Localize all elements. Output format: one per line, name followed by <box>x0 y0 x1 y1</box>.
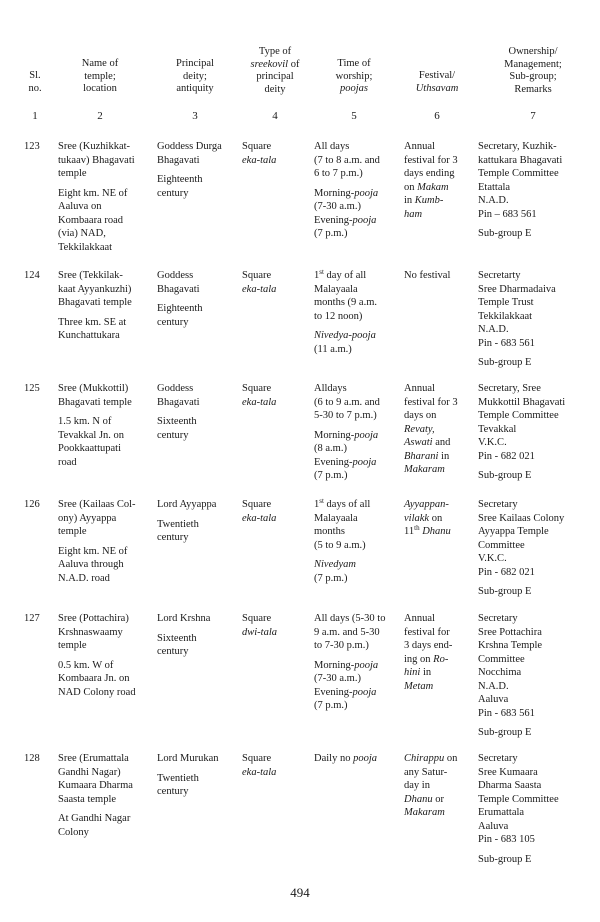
text-line: Pin - 683 561 <box>478 337 535 349</box>
text-line: (5 to 9 a.m.) <box>314 539 366 551</box>
text-line: 3 days end- <box>404 640 453 651</box>
text-line: to 12 noon) <box>314 310 363 322</box>
text-line: Secretary, Sree <box>478 383 541 394</box>
text-line: Sree Dharmadaiva <box>478 283 556 295</box>
text-line: century <box>157 316 189 328</box>
sub-group: Sub-group E <box>478 853 532 865</box>
text-line: Tevakkal Jn. on <box>58 429 125 441</box>
text-italic: Ayyappan- <box>404 499 449 510</box>
header-name-of-temple <box>60 58 140 96</box>
text-line: Evening- <box>314 686 353 698</box>
sreekovil-type <box>242 140 312 167</box>
text-line: Goddess <box>157 270 194 281</box>
time-of-worship <box>314 612 402 713</box>
text-line: Aaluva <box>478 820 509 832</box>
text-line: ony) Ayyappa <box>58 512 117 524</box>
text-line: At Gandhi Nagar <box>58 813 131 824</box>
ownership <box>478 382 596 489</box>
header-text: Sl. <box>29 70 41 81</box>
text-italic: Bharani <box>404 450 439 462</box>
text-line: Tekkilakkaat <box>58 241 113 253</box>
column-number: 7 <box>530 110 536 122</box>
text-line: (via) NAD, <box>58 228 106 239</box>
text-line: Aaluva <box>478 694 509 705</box>
text-line: Morning- <box>314 659 355 671</box>
text-line: century <box>157 786 189 797</box>
text-line: Secretary, Kuzhik- <box>478 141 557 152</box>
text-line: festival for 3 <box>404 154 458 166</box>
text-line: (7 p.m.) <box>314 700 348 711</box>
text-line: Sixteenth <box>157 632 197 644</box>
principal-deity <box>157 752 239 805</box>
text-italic: Makam <box>417 181 449 193</box>
ownership <box>478 612 596 746</box>
festival <box>404 140 476 221</box>
text-line: days of all <box>323 499 371 510</box>
text-line: (6 to 9 a.m. and <box>314 396 380 408</box>
text-italic: pooja <box>352 214 377 226</box>
text-line: Sree Pottachira <box>478 626 542 638</box>
text-line: on <box>444 753 458 764</box>
text-line: months (9 a.m. <box>314 297 377 308</box>
text-italic: Makaram <box>404 464 445 475</box>
page-number: 494 <box>290 885 310 900</box>
header-text: Uthsavam <box>415 82 459 94</box>
text-italic: pooja <box>353 753 377 764</box>
text-line: (7 to 8 a.m. and <box>314 154 380 166</box>
header-text: poojas <box>339 83 368 94</box>
text-line: temple <box>58 168 87 179</box>
text-line: V.K.C. <box>478 553 507 564</box>
superscript: st <box>319 268 324 276</box>
text-line: Pin - 682 021 <box>478 566 535 578</box>
principal-deity <box>157 612 239 665</box>
sub-group: Sub-group E <box>478 228 532 239</box>
festival <box>404 382 476 477</box>
text-line: Malayaala <box>314 283 358 295</box>
text-line: Committee <box>478 653 525 665</box>
text-line: Eighteenth <box>157 303 203 314</box>
text-line: ing on <box>404 653 434 665</box>
header-text: Type of <box>258 46 292 57</box>
text-italic: Chirappu <box>404 753 445 764</box>
text-line: Bhagavati <box>157 283 200 295</box>
row-number: 126 <box>24 499 40 510</box>
header-text: Festival/ <box>418 70 456 81</box>
row-number: 127 <box>24 613 40 624</box>
text-line: N.A.D. <box>478 680 509 692</box>
text-line: 9 a.m. and 5-30 <box>314 626 380 638</box>
text-line: 6 to 7 p.m.) <box>314 168 363 179</box>
text-line: eka-tala <box>242 283 277 295</box>
text-line: No festival <box>404 270 451 281</box>
text-line: Pookkaattupati <box>58 443 121 454</box>
text-line: 1 <box>314 270 320 281</box>
text-line: 5-30 to 7 p.m.) <box>314 410 377 421</box>
header-text: worship; <box>335 70 373 82</box>
text-line: Kumaara Dharma <box>58 780 133 791</box>
sreekovil-type <box>242 269 312 296</box>
text-line: All days <box>314 141 350 152</box>
text-line: N.A.D. road <box>58 572 110 584</box>
text-line: Kunchattukara <box>58 330 120 341</box>
text-italic: Revaty, <box>404 423 435 435</box>
text-line: Sree (Mukkottil) <box>58 383 129 394</box>
ownership <box>478 140 596 247</box>
text-line: Goddess <box>157 383 194 394</box>
text-line: Pin – 683 561 <box>478 208 537 220</box>
text-line: Pin - 683 561 <box>478 707 535 719</box>
text-line: kattukara Bhagavati <box>478 154 563 166</box>
text-line: to 7-30 p.m.) <box>314 640 369 651</box>
temple-name-location <box>58 382 154 475</box>
text-line: Gandhi Nagar) <box>58 766 121 778</box>
text-line: Lord Krshna <box>157 613 211 624</box>
text-line: temple <box>58 526 87 537</box>
text-line: any Satur- <box>404 766 448 778</box>
text-line: century <box>157 187 189 199</box>
text-line: Twentieth <box>157 772 199 784</box>
temple-name-location <box>58 612 154 705</box>
text-italic: vilakk <box>404 512 430 524</box>
column-number: 6 <box>434 110 440 122</box>
text-line: eka-tala <box>242 154 277 166</box>
text-line: Sree Kailaas Colony <box>478 512 565 524</box>
festival <box>404 612 476 693</box>
time-of-worship <box>314 752 402 766</box>
text-line: Sree (Tekkilak- <box>58 270 123 281</box>
text-italic: pooja <box>354 187 379 199</box>
text-line: in <box>438 450 450 462</box>
text-line: road <box>58 456 77 468</box>
text-italic: Nivedyam <box>314 559 356 570</box>
text-italic: Ro- <box>433 653 449 665</box>
text-line: Krshnaswaamy <box>58 626 123 638</box>
text-line: century <box>157 646 189 657</box>
text-line: Square <box>242 141 272 152</box>
text-line: Sree Kumaara <box>478 766 538 778</box>
text-line: Bhagavati temple <box>58 297 132 308</box>
header-text: Remarks <box>514 83 552 95</box>
sreekovil-type <box>242 612 312 639</box>
text-italic: Dhanu <box>404 793 433 805</box>
column-number: 1 <box>32 110 38 122</box>
text-line: Tevakkal <box>478 423 517 435</box>
header-festival <box>402 70 472 95</box>
header-text: no. <box>28 82 42 94</box>
text-line: N.A.D. <box>478 324 509 335</box>
text-italic: pooja <box>352 456 377 468</box>
text-line: Aaluva on <box>58 201 102 212</box>
text-line: Dharma Saasta <box>478 780 542 791</box>
text-line: days on <box>404 410 437 421</box>
principal-deity <box>157 382 239 448</box>
text-line: festival for <box>404 626 450 638</box>
text-line: (7 p.m.) <box>314 470 348 481</box>
text-line: in <box>420 667 432 678</box>
text-line: Bhagavati <box>157 396 200 408</box>
text-line: Bhagavati temple <box>58 396 132 408</box>
text-line: Mukkottil Bhagavati <box>478 396 566 408</box>
text-line: Kombaara road <box>58 214 124 226</box>
text-line: Eight km. NE of <box>58 545 128 557</box>
text-italic: ham <box>404 208 423 220</box>
sub-group: Sub-group E <box>478 357 532 368</box>
text-line: temple <box>58 640 87 651</box>
text-line: Square <box>242 613 272 624</box>
text-line: Eight km. NE of <box>58 187 128 199</box>
time-of-worship <box>314 382 402 483</box>
text-line: Annual <box>404 613 435 624</box>
ownership <box>478 752 596 872</box>
header-text: antiquity <box>176 83 214 94</box>
text-line: Colony <box>58 826 89 838</box>
text-line: Daily no <box>314 753 354 764</box>
header-text-part: of <box>288 58 300 70</box>
principal-deity <box>157 498 239 551</box>
text-line: Pin - 682 021 <box>478 450 535 462</box>
text-italic: hini <box>404 667 421 678</box>
text-line: Tekkilakkaat <box>478 310 533 322</box>
text-line: Pin - 683 105 <box>478 834 535 845</box>
text-line: Sree (Erumattala <box>58 753 129 764</box>
header-text: temple; <box>84 70 116 82</box>
text-line: Secretarty <box>478 270 521 281</box>
header-sl-no <box>22 70 48 95</box>
text-line: 1 <box>314 499 320 510</box>
text-line: day in <box>404 780 430 791</box>
temple-name-location <box>58 752 154 845</box>
text-line: century <box>157 532 189 543</box>
header-text: Principal <box>176 58 214 69</box>
sub-group: Sub-group E <box>478 586 532 597</box>
text-line: kaat Ayyankuzhi) <box>58 283 132 295</box>
header-type-of-sreekovil <box>240 46 310 96</box>
text-line: days ending <box>404 168 455 179</box>
text-italic: pooja <box>354 659 379 671</box>
text-line: NAD Colony road <box>58 686 136 698</box>
header-text: deity <box>264 83 286 95</box>
header-time-of-worship <box>314 58 394 96</box>
text-line: tukaav) Bhagavati <box>58 154 135 166</box>
temple-name-location <box>58 498 154 591</box>
ownership <box>478 269 596 376</box>
text-line: Square <box>242 753 272 764</box>
text-line: eka-tala <box>242 766 277 778</box>
text-line: (7-30 a.m.) <box>314 673 361 684</box>
festival <box>404 498 476 539</box>
ownership <box>478 498 596 605</box>
header-text: principal <box>256 71 294 82</box>
header-text: Management; <box>504 58 562 70</box>
text-line: eka-tala <box>242 512 277 524</box>
text-line: century <box>157 429 189 441</box>
text-line: Sree (Kailaas Col- <box>58 499 136 510</box>
sreekovil-type <box>242 382 312 409</box>
text-line: Lord Murukan <box>157 753 219 764</box>
row-number: 123 <box>24 141 40 152</box>
row-number: 125 <box>24 383 40 394</box>
header-text: location <box>83 83 117 94</box>
row-number: 128 <box>24 753 40 764</box>
text-line: 11 <box>404 526 415 537</box>
text-italic: Dhanu <box>422 526 451 537</box>
text-line: Kombaara Jn. on <box>58 673 130 684</box>
text-line: Etattala <box>478 181 511 193</box>
superscript: th <box>414 524 420 532</box>
text-line: Krshna Temple <box>478 640 543 651</box>
text-line: Ayyappa Temple <box>478 526 549 537</box>
sub-group: Sub-group E <box>478 470 532 481</box>
text-line: day of all <box>323 270 367 281</box>
text-line: Sree (Pottachira) <box>58 613 129 624</box>
text-line: (7-30 a.m.) <box>314 201 361 212</box>
text-line: Secretary <box>478 613 518 624</box>
text-line: Alldays <box>314 383 347 394</box>
text-line: eka-tala <box>242 396 277 408</box>
header-principal-deity <box>155 58 235 96</box>
text-line: Temple Committee <box>478 410 559 421</box>
text-line: Evening- <box>314 456 353 468</box>
text-line: N.A.D. <box>478 195 509 206</box>
text-line: or <box>432 793 444 805</box>
text-italic: Metam <box>404 680 434 692</box>
time-of-worship <box>314 498 402 591</box>
text-line: V.K.C. <box>478 437 507 448</box>
superscript: st <box>319 497 324 505</box>
text-line: Secretary <box>478 753 518 764</box>
column-number: 4 <box>272 110 278 122</box>
text-italic: Kumb- <box>414 195 444 206</box>
text-line: Square <box>242 270 272 281</box>
header-text: Time of <box>337 58 371 69</box>
text-line: dwi-tala <box>242 626 278 638</box>
text-italic: Aswati <box>404 437 433 448</box>
text-line: Saasta temple <box>58 793 117 805</box>
text-line: Committee <box>478 539 525 551</box>
header-text: Name of <box>81 58 119 69</box>
text-line: Morning- <box>314 187 355 199</box>
text-line: (11 a.m.) <box>314 343 352 355</box>
text-italic: pooja <box>352 686 377 698</box>
text-line: Aaluva through <box>58 559 124 570</box>
header-text <box>240 59 310 72</box>
text-line: 0.5 km. W of <box>58 659 114 671</box>
header-italic: sreekovil <box>250 58 289 70</box>
row-number: 124 <box>24 270 40 281</box>
text-line: Annual <box>404 383 435 394</box>
header-ownership <box>478 46 588 96</box>
text-line: in <box>404 195 415 206</box>
festival <box>404 269 476 283</box>
text-line: Temple Committee <box>478 168 559 179</box>
text-line: Sixteenth <box>157 416 197 427</box>
text-line: Temple Trust <box>478 297 534 308</box>
text-line: Square <box>242 499 272 510</box>
sub-group: Sub-group E <box>478 727 532 738</box>
text-italic: Nivedya-pooja <box>314 330 376 341</box>
header-text: deity; <box>183 70 207 82</box>
text-line: (7 p.m.) <box>314 228 348 239</box>
text-line: Sree (Kuzhikkat- <box>58 141 131 152</box>
text-line: Evening- <box>314 214 353 226</box>
time-of-worship <box>314 140 402 241</box>
text-line: Goddess Durga <box>157 141 222 152</box>
column-number: 3 <box>192 110 198 122</box>
sreekovil-type <box>242 498 312 525</box>
text-italic: Makaram <box>404 807 445 818</box>
text-line: and <box>432 437 451 448</box>
time-of-worship <box>314 269 402 362</box>
text-line: Twentieth <box>157 518 199 530</box>
temple-name-location <box>58 140 154 260</box>
column-number: 2 <box>97 110 103 122</box>
text-line: Secretary <box>478 499 518 510</box>
text-line: Nocchima <box>478 667 522 678</box>
principal-deity <box>157 140 239 206</box>
text-line: 1.5 km. N of <box>58 416 112 427</box>
principal-deity <box>157 269 239 335</box>
header-text: Sub-group; <box>509 71 557 82</box>
text-italic: pooja <box>354 429 379 441</box>
text-line: (8 a.m.) <box>314 443 347 454</box>
text-line: Bhagavati <box>157 154 200 166</box>
column-number: 5 <box>351 110 357 122</box>
header-text: Ownership/ <box>508 46 558 57</box>
temple-name-location <box>58 269 154 349</box>
text-line: Malayaala <box>314 512 358 524</box>
text-line: Annual <box>404 141 435 152</box>
festival <box>404 752 476 820</box>
text-line: on <box>429 512 443 524</box>
text-line: Square <box>242 383 272 394</box>
text-line: Erumattala <box>478 807 525 818</box>
text-line: (7 p.m.) <box>314 572 348 584</box>
text-line: months <box>314 526 345 537</box>
text-line: festival for 3 <box>404 396 458 408</box>
text-line: Lord Ayyappa <box>157 499 217 510</box>
text-line: Three km. SE at <box>58 316 127 328</box>
text-line: Eighteenth <box>157 174 203 185</box>
text-line: on <box>404 181 418 193</box>
text-line: Temple Committee <box>478 793 559 805</box>
text-line: All days (5-30 to <box>314 613 386 624</box>
sreekovil-type <box>242 752 312 779</box>
text-line: Morning- <box>314 429 355 441</box>
